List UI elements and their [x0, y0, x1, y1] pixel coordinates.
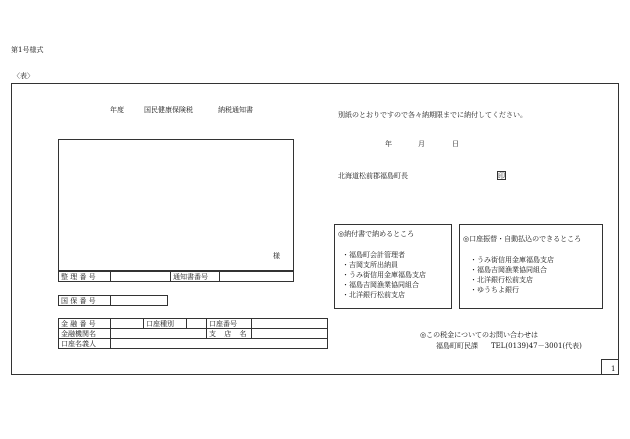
kokuho-table	[58, 295, 168, 306]
address-honorific: 様	[273, 252, 280, 260]
account-holder-label: 口座名義人	[59, 339, 111, 349]
payment-place-item: ・北洋銀行松前支店	[342, 291, 405, 299]
account-holder-field[interactable]	[111, 339, 328, 349]
transfer-place-item: ・うみ街信用金庫福島支店	[470, 256, 554, 264]
page-corner-fold	[601, 359, 619, 375]
transfer-place-item: ・ゆうちよ銀行	[470, 286, 519, 294]
branch-name-label: 支 店 名	[207, 329, 252, 339]
transfer-places-box	[459, 224, 603, 309]
account-number-field[interactable]	[252, 319, 328, 329]
title-doc-type: 納税通知書	[218, 106, 253, 114]
contact-dept: 福島町町民課	[436, 342, 478, 350]
notice-number-field[interactable]	[220, 272, 294, 282]
date-year: 年	[385, 140, 392, 148]
page-number: 1	[611, 365, 616, 373]
bank-name-label: 金融機関名	[59, 329, 111, 339]
transfer-place-item: ・福島吉岡漁業協同組合	[470, 266, 547, 274]
address-box	[58, 139, 294, 271]
payment-place-item: ・福島町会計管理者	[342, 251, 405, 259]
issuer-seal: 印	[498, 172, 505, 180]
bank-code-label: 金 融 番 号	[59, 319, 111, 329]
payment-places-box	[334, 224, 452, 309]
transfer-places-list	[470, 255, 554, 295]
transfer-place-item: ・北洋銀行松前支店	[470, 276, 533, 284]
notice-number-label: 通知書番号	[171, 272, 220, 282]
bank-table	[58, 318, 328, 349]
issuer-name: 北海道松前郡福島町長	[338, 172, 408, 180]
account-type-label: 口座種別	[144, 319, 187, 329]
notice-text: 別紙のとおりですので各々納期限までに納付してください。	[338, 111, 527, 119]
payment-place-item: ・うみ街信用金庫福島支店	[342, 271, 426, 279]
date-day: 日	[452, 140, 459, 148]
payment-place-item: ・福島吉岡漁業協同組合	[342, 281, 419, 289]
side-label: 〈表〉	[13, 72, 34, 80]
payment-places-list	[342, 250, 426, 300]
form-number: 第1号様式	[11, 46, 44, 54]
payment-place-item: ・吉岡支所出納員	[342, 261, 398, 269]
branch-name-field[interactable]	[252, 329, 328, 339]
title-year: 年度	[110, 106, 124, 114]
seiri-number-field[interactable]	[111, 272, 171, 282]
title-tax-name: 国民健康保険税	[144, 106, 193, 114]
kokuho-number-label: 国 保 番 号	[59, 296, 111, 306]
payment-places-heading: ◎納付書で納めるところ	[338, 230, 415, 238]
bank-name-field[interactable]	[111, 329, 207, 339]
seiri-number-label: 整 理 番 号	[59, 272, 111, 282]
reference-table	[58, 271, 294, 282]
account-number-label: 口座番号	[207, 319, 252, 329]
bank-code-field[interactable]	[111, 319, 144, 329]
transfer-places-heading: ◎口座振替・自動払込のできるところ	[463, 235, 582, 243]
date-month: 月	[418, 140, 425, 148]
kokuho-number-field[interactable]	[111, 296, 168, 306]
contact-heading: ◎この税金についてのお問い合わせは	[420, 331, 538, 339]
account-type-field[interactable]	[187, 319, 207, 329]
contact-tel: TEL(0139)47－3001(代表)	[491, 342, 582, 350]
